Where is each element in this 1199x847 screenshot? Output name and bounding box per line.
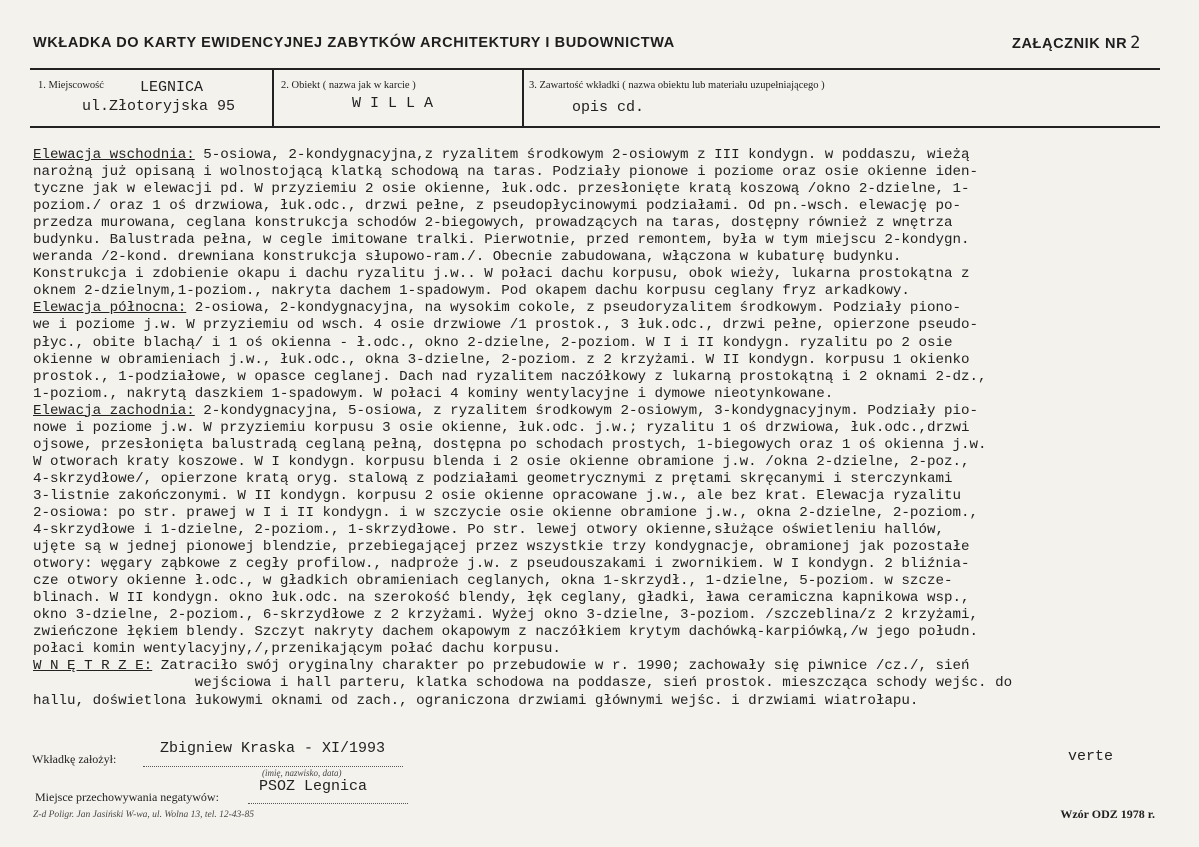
description-body [33, 147, 1158, 710]
body-line [33, 164, 1158, 181]
storage-dotline [248, 803, 408, 804]
form-title: WKŁADKA DO KARTY EWIDENCYJNEJ ZABYTKÓW ARCHITEKTURY I BUDOWNICTWA [33, 35, 675, 51]
body-line-text: otwory: węgary ząbkowe z cegły profilow., nadproże j.w. z pseudouszakami i zwornikiem. W I kondygn. 2 bliźnia- [33, 556, 970, 573]
author-label: Wkładkę założył: [32, 752, 117, 766]
body-line-text: blinach. W II kondygn. okno łuk.odc. na szerokość blendy, łęk ceglany, gładki, ława ceramiczna kapnikowa wsp., [33, 590, 970, 607]
body-line-text: zwieńczone łękiem blendy. Szczyt nakryty dachem okapowym z naczółkiem krytym dachówką-karpiówką,/w jego połudn. [33, 624, 979, 641]
annex-label [1012, 33, 1141, 53]
body-line [33, 590, 1158, 607]
body-line-text: nowe i poziome j.w. W przyziemiu korpusu 3 osie okienne, łuk.odc. j.w.; ryzalitu 1 oś drzwiowa, łuk.odc.,drzwi [33, 419, 970, 436]
body-line [33, 266, 1158, 283]
body-line-text: ujęte są w jednej pionowej blendzie, przebiegającej przez wszystkie trzy kondygnacje, obramionej jak pozostałe [33, 539, 970, 556]
body-line-text: we i poziome j.w. W przyziemiu od wsch. 4 osie drzwiowe /1 prostok., 3 łuk.odc., drzwi pełne, opierzone pseudo- [33, 317, 979, 334]
body-line-text: oknem 2-dzielnym,1-poziom., nakryta dachem 1-spadowym. Pod okapem dachu korpusu ceglany fryz arkadkowy. [33, 283, 910, 300]
body-line-text: okno 3-dzielne, 2-poziom., 6-skrzydłowe z 2 krzyżami. Wyżej okno 3-dzielne, 3-poziom. /szczeblina/z 2 krzyżami, [33, 607, 979, 624]
author-value: Zbigniew Kraska - XI/1993 [160, 740, 386, 757]
body-line-text: 2-kondygnacyjna, 5-osiowa, z ryzalitem środkowym 2-osiowym, 3-kondygnacyjnym. Podziały pio- [194, 402, 979, 419]
body-line [33, 369, 1158, 386]
body-line [33, 147, 1158, 164]
body-line-text: budynku. Balustrada pełna, w cegle imitowane tralki. Pierwotnie, przed remontem, była w tym miejscu 2-kondygn. [33, 232, 970, 249]
body-line [33, 693, 1158, 710]
body-line [33, 386, 1158, 403]
storage-label: Miejsce przechowywania negatywów: [35, 790, 219, 804]
verte-note: verte [1068, 748, 1114, 765]
body-line [33, 335, 1158, 352]
field-1-value-town: LEGNICA [140, 79, 204, 96]
body-line [33, 454, 1158, 471]
body-line-text: tyczne jak w elewacji pd. W przyziemiu 2 osie okienne, łuk.odc. przesłonięte kratą koszową /okno 2-dzielne, 1- [33, 181, 970, 198]
body-line [33, 232, 1158, 249]
body-line-text: W otworach kraty koszowe. W I kondygn. korpusu blenda i 2 osie okienne obramione j.w. /okna 2-dzielne, 2-poz., [33, 453, 970, 470]
field-divider-2 [522, 68, 524, 128]
body-line [33, 624, 1158, 641]
body-line-text: prostok., 1-podziałowe, w opasce ceglanej. Dach nad ryzalitem naczółkowy z lukarną prostokątną i 2 oknami 2-dz., [33, 368, 987, 385]
body-line-text: 1-poziom., nakrytą daszkiem 1-spadowym. W połaci 4 kominy wentylacyjne i dymowe nieotynkowane. [33, 385, 834, 402]
body-line [33, 215, 1158, 232]
body-line-text: hallu, doświetlona łukowymi oknami od zach., ograniczona drzwiami głównymi wejśc. i drzwiami wiatrołapu. [33, 692, 919, 709]
field-3-value: opis cd. [572, 99, 645, 116]
body-line-text: poziom./ oraz 1 oś drzwiowa, łuk.odc., drzwi pełne, z pseudopłycinowymi podziałami. Od pn.-wsch. elewację po- [33, 198, 962, 215]
body-line [33, 556, 1158, 573]
body-line [33, 403, 1158, 420]
author-dotline [143, 766, 403, 767]
body-line [33, 522, 1158, 539]
body-line [33, 198, 1158, 215]
annex-label-text: ZAŁĄCZNIK NR [1012, 36, 1128, 52]
field-3-label: 3. Zawartość wkładki ( nazwa obiektu lub materiału uzupełniającego ) [529, 80, 825, 91]
body-line-text: cze otwory okienne ł.odc., w gładkich obramieniach ceglanych, okna 1-skrzydł., 1-dzielne, 5-poziom. w szcze- [33, 573, 953, 590]
field-1-label: 1. Miejscowość [38, 80, 104, 91]
body-line [33, 675, 1158, 692]
body-line-text: płyc., obite blachą/ i 1 oś okienna - ł.odc., okno 2-dzielne, 2-poziom. W I i II kondygn. ryzalitu po 2 osie [33, 334, 953, 351]
body-line-text: 2-osiowa: po str. prawej w I i II kondygn. i w szczycie osie okienne obramione j.w., okna 2-dzielne, 2-poziom., [33, 504, 979, 521]
field-divider-1 [272, 68, 274, 128]
body-line-text: połaci komin wentylacyjny,/,przenikającym połać dachu korpusu. [33, 641, 561, 658]
body-line-text: 4-skrzydłowe/, opierzone kratą oryg. stalową z podziałami geometrycznymi z prętami skręcanymi i sterczynkami [33, 470, 953, 487]
body-line [33, 437, 1158, 454]
top-rule [30, 68, 1160, 70]
body-line-text: ojsowe, przesłonięta balustradą ceglaną pełną, dostępna po schodach prostych, 1-biegowych oraz 1 oś okienna j.w. [33, 436, 987, 453]
body-line [33, 249, 1158, 266]
form-number: Wzór ODZ 1978 r. [1060, 807, 1155, 821]
body-line [33, 283, 1158, 300]
body-line [33, 317, 1158, 334]
field-1-value-street: ul.Złotoryjska 95 [82, 98, 236, 115]
body-line [33, 641, 1158, 658]
annex-number: 2 [1130, 33, 1141, 53]
body-line [33, 488, 1158, 505]
body-line [33, 471, 1158, 488]
body-line-text: wejściowa i hall parteru, klatka schodowa na poddasze, sień prostok. mieszcząca schody wejśc. do [33, 675, 1013, 692]
body-line [33, 420, 1158, 437]
body-line-text: narożną już opisaną i wolnostojącą klatką schodową na taras. Podziały pionowe i poziome oraz osie okienne iden- [33, 164, 979, 181]
body-line-text: 2-osiowa, 2-kondygnacyjna, na wysokim cokole, z pseudoryzalitem środkowym. Podziały piono- [186, 300, 962, 317]
storage-value: PSOZ Legnica [259, 778, 368, 795]
body-line [33, 352, 1158, 369]
body-line-text: 4-skrzydłowe i 1-dzielne, 2-poziom., 1-skrzydłowe. Po str. lewej otwory okienne,służące oświetleniu hallów, [33, 522, 944, 539]
section-heading: Elewacja wschodnia: [33, 147, 195, 163]
body-line [33, 573, 1158, 590]
fields-bottom-rule [30, 126, 1160, 128]
printer-imprint: Z-d Poligr. Jan Jasiński W-wa, ul. Wolna 13, tel. 12-43-85 [33, 810, 254, 820]
body-line-text: Konstrukcja i zdobienie okapu i dachu ryzalitu j.w.. W połaci dachu korpusu, obok wieży, lukarna prostokątna z [33, 266, 970, 283]
body-line-text: okienne w obramieniach j.w., łuk.odc., okna 3-dzielne, 2-poziom. z 2 krzyżami. W II kondygn. korpusu 1 okienko [33, 351, 970, 368]
body-line [33, 539, 1158, 556]
body-line-text: weranda /2-kond. drewniana konstrukcja słupowo-ram./. Obecnie zabudowana, włączona w kubaturę budynku. [33, 249, 902, 266]
body-line-text: Zatraciło swój oryginalny charakter po przebudowie w r. 1990; zachowały się piwnice /cz./, sień [152, 658, 970, 675]
body-line-text: 3-listnie zakończonymi. W II kondygn. korpusu 2 osie okienne opracowane j.w., ale bez krat. Elewacja ryzalitu [33, 487, 962, 504]
section-heading: W N Ę T R Z E: [33, 658, 153, 675]
body-line [33, 505, 1158, 522]
field-2-label: 2. Obiekt ( nazwa jak w karcie ) [281, 80, 416, 91]
body-line-text: przedza murowana, ceglana konstrukcja schodów 2-biegowych, prowadzących na taras, dostępny również z wnętrza [33, 215, 953, 232]
body-line [33, 181, 1158, 198]
body-line [33, 607, 1158, 624]
section-heading: Elewacja północna: [33, 300, 187, 317]
body-line [33, 658, 1158, 675]
body-line-text: 5-osiowa, 2-kondygnacyjna,z ryzalitem środkowym 2-osiowym z III kondygn. w poddaszu, wieżą [194, 147, 970, 163]
author-hint: (imię, nazwisko, data) [262, 768, 342, 778]
body-line [33, 300, 1158, 317]
section-heading: Elewacja zachodnia: [33, 402, 195, 419]
field-2-value: W I L L A [352, 95, 434, 112]
